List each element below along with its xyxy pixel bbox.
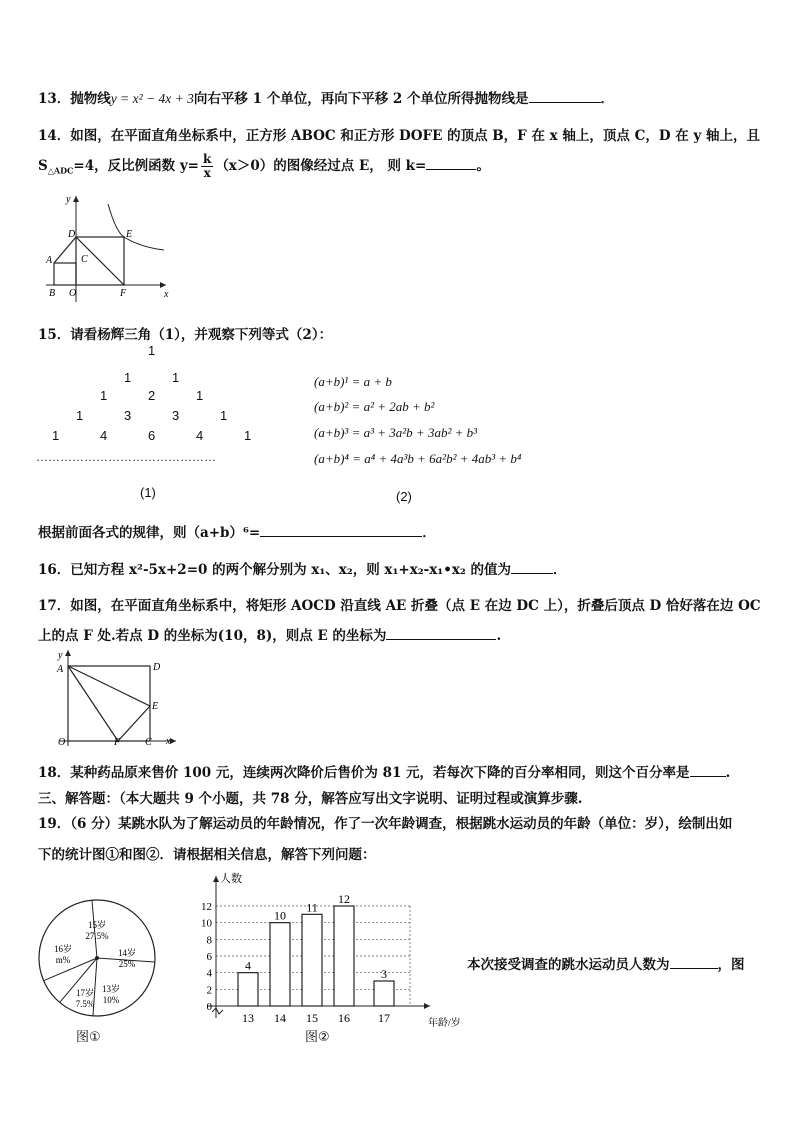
bar-caption: 图② xyxy=(305,1030,330,1045)
pie-slice-value: 10% xyxy=(102,995,120,1005)
bar-value-label: 10 xyxy=(274,908,286,923)
bar-y-tick: 12 xyxy=(201,901,212,913)
q17-end: . xyxy=(496,628,502,644)
bar-axis-break xyxy=(212,1008,223,1014)
fig17-label-E: E xyxy=(152,701,159,712)
pie-slice-value: 25% xyxy=(118,959,136,969)
pascal-triangle xyxy=(40,343,280,453)
q19-answer-blank[interactable] xyxy=(670,954,718,969)
question-14-line2 xyxy=(38,153,490,180)
bar-category-label: 14 xyxy=(274,1011,286,1025)
pie-slice-value: 7.5% xyxy=(75,999,95,1009)
fig14-label-B: B xyxy=(49,288,56,299)
q19-side-text: 本次接受调查的跳水运动员人数为 xyxy=(467,957,670,973)
tri-r2-1: 2 xyxy=(148,388,156,403)
bar-17 xyxy=(374,981,394,1006)
question-17-line1: 17．如图，在平面直角坐标系中，将矩形 AOCD 沿直线 AE 折叠（点 E 在边 DC 上），折叠后顶点 D 恰好落在边 OC xyxy=(38,598,761,614)
question-14-line1: 14．如图，在平面直角坐标系中，正方形 ABOC 和正方形 DOFE 的顶点 B，F 在 x 轴上，顶点 C，D 在 y 轴上，且 xyxy=(38,128,761,144)
fig14-label-F: F xyxy=(120,288,127,299)
pie-slice-label: 15岁 xyxy=(87,920,107,930)
equation-4: (a+b)⁴ = a⁴ + 4a³b + 6a²b² + 4ab³ + b⁴ xyxy=(314,451,522,466)
bar-category-label: 17 xyxy=(378,1011,390,1025)
q13-formula: y = x² − 4x + 3 xyxy=(110,91,194,106)
question-19-line2: 下的统计图①和图②．请根据相关信息，解答下列问题： xyxy=(38,847,376,863)
q13-suffix: 向右平移 1 个单位，再向下平移 2 个单位所得抛物线是 xyxy=(193,91,529,107)
fig14-label-D: D xyxy=(68,229,76,240)
q17-answer-blank[interactable] xyxy=(386,625,496,640)
bar-y-tick: 8 xyxy=(206,934,212,947)
label-fig1: (1) xyxy=(140,485,156,500)
equation-1: (a+b)¹ = a + b xyxy=(314,374,392,389)
bar-value-label: 11 xyxy=(306,900,318,915)
q13-prefix: 13．抛物线 xyxy=(38,91,111,107)
bar-13 xyxy=(238,973,258,1006)
q14-answer-blank[interactable] xyxy=(426,155,476,170)
tri-r3-1: 3 xyxy=(124,408,132,423)
tri-r1-1: 1 xyxy=(172,370,180,385)
pie-slice-label: 16岁 xyxy=(53,944,73,954)
tri-r2-2: 1 xyxy=(196,388,204,403)
q19-side-end: ，图 xyxy=(717,957,745,973)
fig17-label-F: F xyxy=(114,737,121,748)
tri-r4-4: 1 xyxy=(244,428,252,443)
label-fig2: (2) xyxy=(396,489,412,504)
q14-frac-den: x xyxy=(203,166,211,180)
q18-answer-blank[interactable] xyxy=(690,762,726,777)
bar-y-tick: 2 xyxy=(206,984,212,997)
bar-y-tick: 0 xyxy=(206,1001,212,1013)
tri-r4-3: 4 xyxy=(196,428,204,443)
fig14-label-x: x xyxy=(164,289,169,300)
q15-answer-blank[interactable] xyxy=(260,522,422,537)
tri-r3-2: 3 xyxy=(172,408,180,423)
bar-x-label: 年龄/岁 xyxy=(428,1018,461,1028)
bar-category-label: 15 xyxy=(306,1011,318,1025)
q16-text: 16．已知方程 x²-5x+2=0 的两个解分别为 x₁、x₂，则 x₁+x₂-x₁•x₂ 的值为 xyxy=(38,562,512,578)
fig14-label-O: O xyxy=(69,288,77,299)
pie-slice-value: 27.5% xyxy=(85,931,109,941)
question-13 xyxy=(38,87,614,107)
fig17-label-O: O xyxy=(58,737,66,748)
fig14-label-y: y xyxy=(66,194,71,205)
q15-end: ． xyxy=(422,525,436,541)
tri-r3-3: 1 xyxy=(220,408,228,423)
q18-text: 18．某种药品原来售价 100 元，连续两次降价后售价为 81 元，若每次下降的百分率相同，则这个百分率是 xyxy=(38,765,690,781)
bar-category-label: 16 xyxy=(338,1011,350,1025)
fig14-label-C: C xyxy=(81,254,88,265)
section-heading: 三、解答题：（本大题共 9 个小题，共 78 分，解答应写出文字说明、证明过程或演算步骤. xyxy=(38,791,583,807)
bar-y-label: 人数 xyxy=(220,873,242,885)
q14-text-b: =4，反比例函数 y= xyxy=(73,158,199,174)
tri-r0-0: 1 xyxy=(148,343,156,358)
fig17-label-D: D xyxy=(153,662,161,673)
q14-end: 。 xyxy=(476,158,490,174)
bar-14 xyxy=(270,923,290,1006)
pie-caption: 图① xyxy=(76,1030,101,1045)
pascal-dots: ……………………………………… xyxy=(36,450,216,464)
bar-y-tick: 6 xyxy=(206,951,212,963)
bar-value-label: 4 xyxy=(245,958,251,973)
equation-3: (a+b)³ = a³ + 3a²b + 3ab² + b³ xyxy=(314,425,478,440)
q13-end: ． xyxy=(600,91,614,107)
tri-r3-0: 1 xyxy=(76,408,84,423)
pie-center xyxy=(95,956,99,960)
tri-r4-0: 1 xyxy=(52,428,60,443)
q15-last-text: 根据前面各式的规律，则（a+b）⁶= xyxy=(38,525,261,541)
question-19-line1: 19．（6 分）某跳水队为了解运动员的年龄情况，作了一次年龄调查，根据跳水运动员的年龄（单位：岁），绘制出如 xyxy=(38,816,733,832)
q16-end: ． xyxy=(553,562,567,578)
q17-figure xyxy=(48,646,182,750)
q13-answer-blank[interactable] xyxy=(529,88,601,103)
question-15-line1: 15．请看杨辉三角（1），并观察下列等式（2）： xyxy=(38,327,333,343)
question-16 xyxy=(38,558,567,578)
tri-r4-2: 6 xyxy=(148,428,156,443)
question-18 xyxy=(38,761,730,781)
tri-r4-1: 4 xyxy=(100,428,108,443)
fig17-label-y: y xyxy=(58,650,63,661)
bar-y-tick: 4 xyxy=(206,967,212,980)
equation-2: (a+b)² = a² + 2ab + b² xyxy=(314,399,435,414)
bar-chart xyxy=(190,868,480,1028)
tri-r2-0: 1 xyxy=(100,388,108,403)
q17-line2-text: 上的点 F 处.若点 D 的坐标为(10，8)，则点 E 的坐标为 xyxy=(38,628,387,644)
q18-end: . xyxy=(725,765,731,781)
q14-figure xyxy=(36,190,176,310)
fig17-label-A: A xyxy=(57,664,64,675)
bar-value-label: 3 xyxy=(381,967,387,981)
tri-r1-0: 1 xyxy=(124,370,132,385)
bar-x-arrow xyxy=(424,1003,430,1009)
pie-slice-edge xyxy=(44,958,97,981)
fig14-label-A: A xyxy=(46,255,53,266)
q14-sub: △ADC xyxy=(47,165,74,176)
question-17-line2 xyxy=(38,624,501,644)
pie-slice-label: 14岁 xyxy=(117,948,137,958)
pie-slice-value: m% xyxy=(55,955,71,965)
bar-y-arrow xyxy=(213,876,219,882)
bar-16 xyxy=(334,906,354,1006)
q14-fraction xyxy=(201,153,213,180)
pie-slice-label: 17岁 xyxy=(75,988,95,998)
bar-category-label: 13 xyxy=(242,1011,254,1025)
fig17-label-x: x xyxy=(166,736,171,747)
pie-chart xyxy=(34,895,164,1025)
bar-15 xyxy=(302,914,322,1006)
q16-answer-blank[interactable] xyxy=(511,559,553,574)
q14-s: S xyxy=(38,158,48,174)
q14-text-c: （x＞0）的图像经过点 E， 则 k= xyxy=(215,158,427,174)
fig14-label-E: E xyxy=(126,229,133,240)
question-15-last xyxy=(38,521,436,541)
bar-y-tick: 10 xyxy=(201,917,212,930)
bar-value-label: 12 xyxy=(338,892,350,906)
pie-slice-label: 13岁 xyxy=(101,984,121,994)
q14-frac-num: k xyxy=(202,152,212,166)
fig17-label-C: C xyxy=(145,737,152,748)
question-19-side xyxy=(467,953,745,973)
